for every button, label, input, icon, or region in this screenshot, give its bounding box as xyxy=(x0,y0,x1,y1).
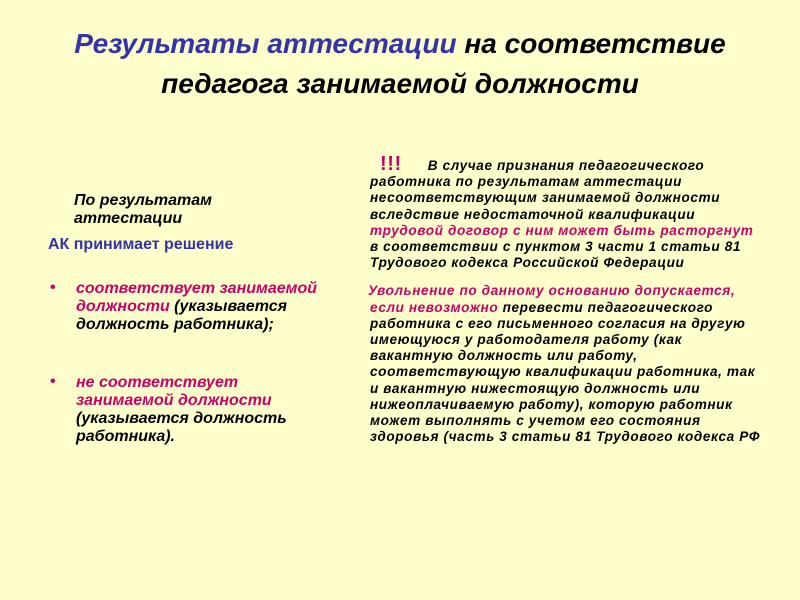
lead-text: По результатам аттестации xyxy=(74,192,212,227)
p1-highlight: трудовой договор с ним может быть расторгнут xyxy=(370,222,754,238)
left-column xyxy=(48,192,348,446)
option-item xyxy=(50,373,326,446)
option-rest: (указывается должность работника); xyxy=(76,298,288,333)
title-rest: на соответствие педагога занимаемой должности xyxy=(161,28,726,99)
p2-highlight: Увольнение по данному основанию допускается, если невозможно xyxy=(368,283,736,315)
exclamation-mark: !!! xyxy=(380,153,402,175)
paragraph-conditions xyxy=(370,283,765,445)
p1-part1: В случае признания педагогического работника по результатам аттестации несоответствующим занимаемой должности вследствие недостаточной квалификации xyxy=(370,158,721,222)
option-highlight: соответствует занимаемой должности xyxy=(76,280,318,315)
decision-text: АК принимает решение xyxy=(48,236,234,253)
paragraph-dismissal xyxy=(370,153,765,271)
option-highlight: не соответствует занимаемой должности xyxy=(76,374,272,409)
slide-title xyxy=(40,24,760,104)
bullet-icon: • xyxy=(50,373,56,390)
option-item xyxy=(50,279,326,334)
bullet-icon: • xyxy=(50,279,56,296)
title-accent: Результаты аттестации xyxy=(74,28,457,59)
p1-part2: в соответствии с пунктом 3 части 1 статьи 81 Трудового кодекса Российской Федерации xyxy=(370,239,742,271)
p2-rest: перевести педагогического работника с его письменного согласия на другую имеющуюся у работодателя работу (как вакантную должность или работу, соответствующую квалификации работника, так и вакантную нижестоящую должность или нижеоплачиваемую работу), которую работник может выполнять с учетом его состояния здоровья (часть 3 статьи 81 Трудового кодекса РФ xyxy=(370,299,761,445)
option-rest: (указывается должность работника). xyxy=(76,410,287,445)
right-column xyxy=(368,153,765,445)
